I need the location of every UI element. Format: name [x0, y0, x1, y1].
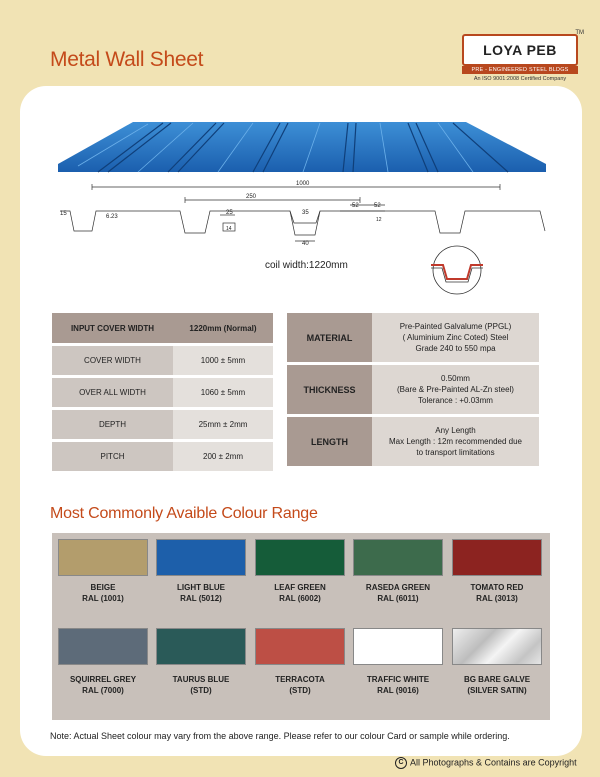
swatch-label: SQUIRREL GREY RAL (7000) — [69, 675, 137, 695]
swatch-label: TERRACOTA (STD) — [275, 675, 325, 695]
swatch-label: LEAF GREEN RAL (6002) — [274, 583, 326, 603]
value-line: Grade 240 to 550 mpa — [415, 344, 496, 353]
copyright-icon: C — [395, 757, 407, 769]
copyright-line — [395, 757, 577, 769]
copyright-text: All Photographs & Contains are Copyright — [410, 757, 577, 768]
swatch-bg-bare-galve — [452, 628, 542, 665]
logo-box — [462, 30, 584, 66]
value-line: Any Length — [435, 426, 476, 435]
row-value: 25mm ± 2mm — [173, 410, 273, 439]
swatch-taurus-blue — [156, 628, 246, 665]
table-row — [287, 365, 539, 414]
swatch-light-blue — [156, 539, 246, 576]
swatch-label: BG BARE GALVE (SILVER SATIN) — [463, 675, 531, 695]
table-row — [52, 378, 273, 407]
swatch-label: TAURUS BLUE (STD) — [172, 675, 230, 695]
specs-left-table — [52, 310, 273, 474]
length-value — [372, 417, 539, 466]
logo-trademark: TM — [575, 30, 584, 36]
header-label: INPUT COVER WIDTH — [52, 313, 173, 343]
swatch-label: RASEDA GREEN RAL (6011) — [365, 583, 431, 603]
dim-pitch: 250 — [246, 194, 257, 200]
dim-d9: 12 — [376, 217, 382, 223]
table-row — [287, 417, 539, 466]
specs-right-table — [287, 310, 539, 469]
material-value — [372, 313, 539, 362]
swatch-terracota — [255, 628, 345, 665]
row-label: COVER WIDTH — [52, 346, 173, 375]
company-logo — [462, 30, 584, 82]
value-line: 0.50mm — [441, 374, 470, 383]
dim-d4: 14 — [226, 226, 232, 232]
swatch-label: LIGHT BLUE RAL (5012) — [177, 583, 225, 603]
dim-d3: 25 — [226, 210, 233, 216]
swatch-traffic-white — [353, 628, 443, 665]
swatch-label: BEIGE RAL (1001) — [82, 583, 124, 603]
page-title: Metal Wall Sheet — [50, 48, 204, 71]
colour-swatch-grid — [52, 533, 550, 720]
table-header-row — [52, 313, 273, 343]
swatch-leaf-green — [255, 539, 345, 576]
dim-d1: 15 — [60, 211, 67, 217]
coil-width-label: coil width:1220mm — [265, 260, 348, 271]
swatch-label: TOMATO RED RAL (3013) — [470, 583, 524, 603]
logo-brand: LOYA PEB — [483, 42, 557, 58]
value-line: Pre-Painted Galvalume (PPGL) — [399, 322, 512, 331]
logo-certification: An ISO 9001:2008 Certified Company — [473, 76, 567, 82]
profile-drawing — [40, 175, 560, 255]
material-label: MATERIAL — [287, 313, 372, 362]
logo-tagline: PRE - ENGINEERED STEEL BLDGS — [462, 66, 578, 74]
length-label: LENGTH — [287, 417, 372, 466]
colour-range-title: Most Commonly Avaible Colour Range — [50, 505, 318, 522]
row-label: PITCH — [52, 442, 173, 471]
dim-d5: 35 — [302, 210, 309, 216]
row-value: 1060 ± 5mm — [173, 378, 273, 407]
row-label: DEPTH — [52, 410, 173, 439]
table-row — [52, 346, 273, 375]
profile-detail-circle — [423, 245, 491, 295]
sheet-illustration — [58, 120, 548, 175]
dim-d8: 52 — [374, 203, 381, 209]
row-value: 200 ± 2mm — [173, 442, 273, 471]
footer-note: Note: Actual Sheet colour may vary from the above range. Please refer to our colour Card or sample while ordering. — [50, 731, 510, 741]
value-line: ( Aluminium Zinc Coted) Steel — [402, 333, 509, 342]
dim-overall: 1000 — [296, 181, 310, 187]
dim-d6: 40 — [302, 241, 309, 247]
swatch-tomato-red — [452, 539, 542, 576]
row-label: OVER ALL WIDTH — [52, 378, 173, 407]
table-row — [52, 410, 273, 439]
swatch-squirrel-grey — [58, 628, 148, 665]
dim-d2: 6.23 — [106, 214, 118, 220]
dim-d7: 52 — [352, 203, 359, 209]
value-line: Tolerance : +0.03mm — [418, 396, 493, 405]
thickness-label: THICKNESS — [287, 365, 372, 414]
value-line: to transport limitations — [416, 448, 495, 457]
value-line: (Bare & Pre-Painted AL-Zn steel) — [397, 385, 514, 394]
swatch-beige — [58, 539, 148, 576]
table-row — [287, 313, 539, 362]
swatch-label: TRAFFIC WHITE RAL (9016) — [366, 675, 430, 695]
table-row — [52, 442, 273, 471]
row-value: 1000 ± 5mm — [173, 346, 273, 375]
thickness-value — [372, 365, 539, 414]
value-line: Max Length : 12m recommended due — [389, 437, 522, 446]
swatch-raseda-green — [353, 539, 443, 576]
header-value: 1220mm (Normal) — [173, 313, 273, 343]
